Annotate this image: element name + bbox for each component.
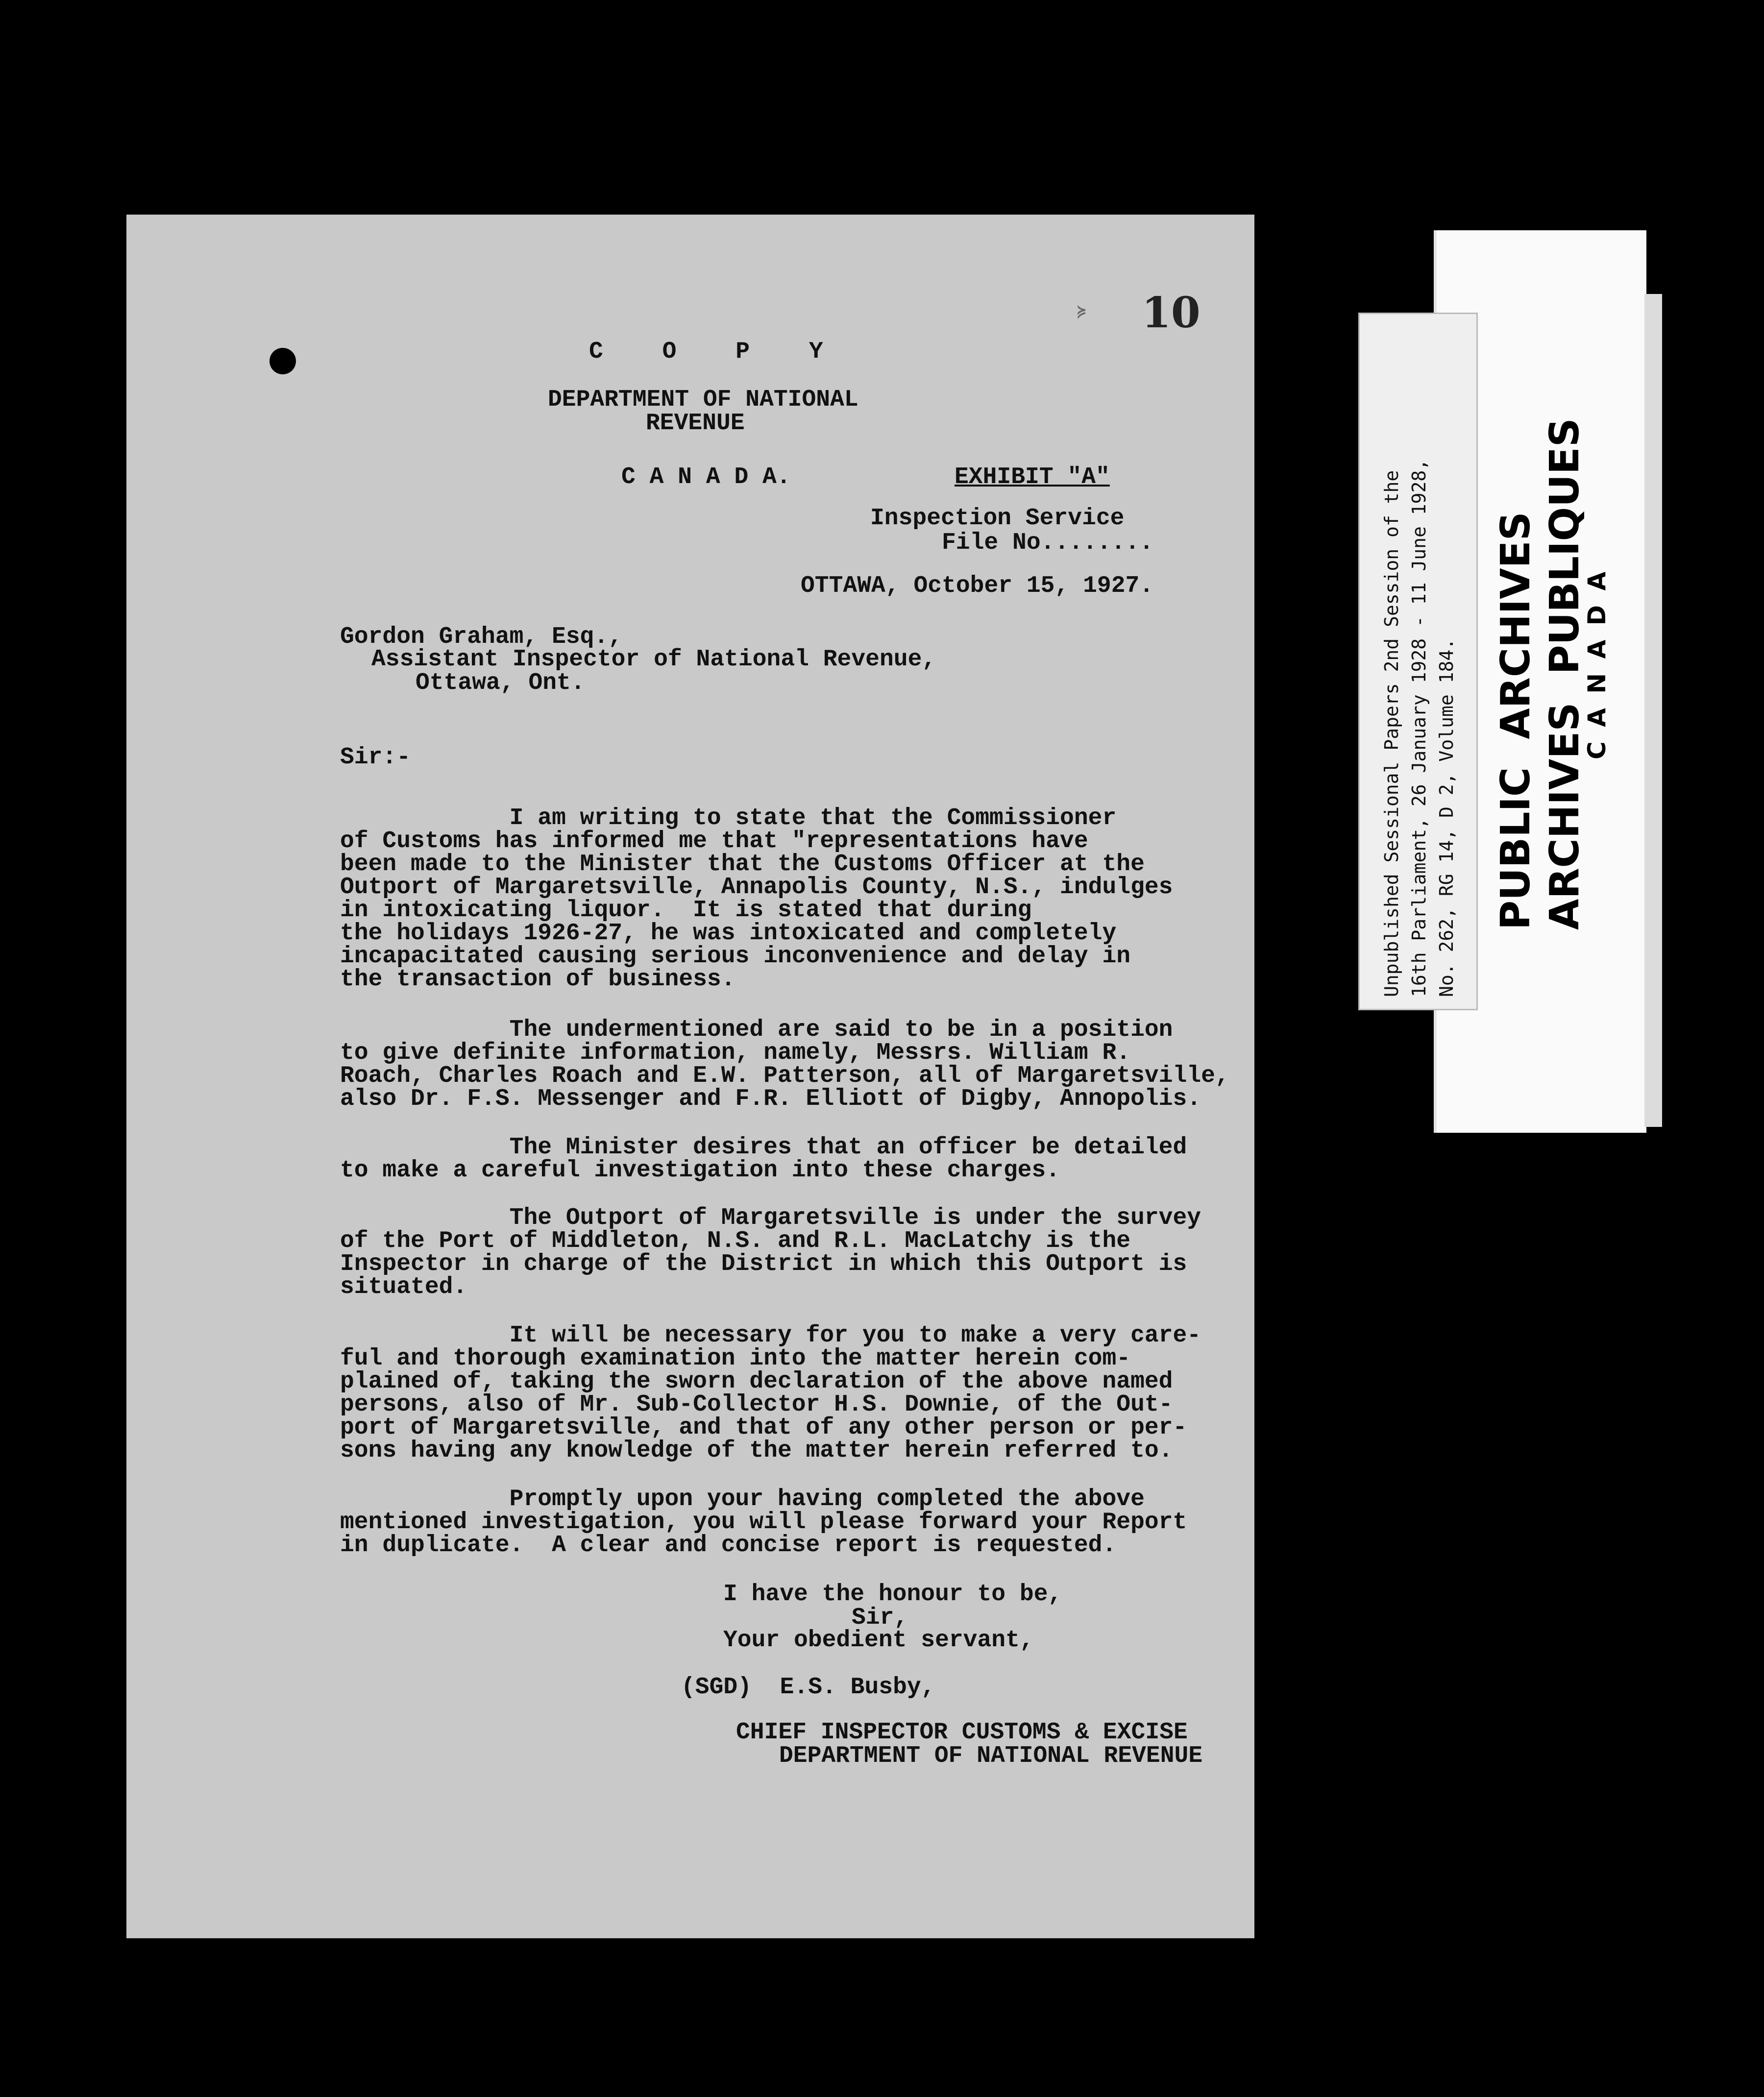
salutation: Sir:-	[340, 744, 411, 771]
archive-citation-tag	[1358, 313, 1478, 1010]
body-line: the transaction of business.	[340, 966, 735, 993]
addressee-title: Assistant Inspector of National Revenue,	[371, 646, 936, 673]
body-line: I am writing to state that the Commissioner	[340, 805, 1117, 831]
body-line: the holidays 1926-27, he was intoxicated and completely	[340, 920, 1117, 947]
body-line: persons, also of Mr. Sub-Collector H.S. Downie, of the Out-	[340, 1391, 1173, 1418]
punch-hole	[270, 348, 296, 374]
card-line3: C A N A D A	[1583, 568, 1611, 759]
body-line: ful and thorough examination into the matter herein com-	[340, 1345, 1131, 1372]
exhibit-label: EXHIBIT "A"	[955, 464, 1110, 490]
body-line: The Minister desires that an officer be detailed	[340, 1134, 1187, 1161]
signer-title-line1: CHIEF INSPECTOR CUSTOMS & EXCISE	[736, 1719, 1188, 1746]
body-line: Outport of Margaretsville, Annapolis County, N.S., indulges	[340, 874, 1173, 901]
body-line: in duplicate. A clear and concise report is requested.	[340, 1532, 1117, 1559]
body-line: been made to the Minister that the Customs Officer at the	[340, 851, 1145, 878]
copy-label: C O P Y	[589, 339, 846, 365]
tag-line2: 16th Parliament, 26 January 1928 - 11 June 1928,	[1408, 459, 1430, 997]
signature: (SGD) E.S. Busby,	[681, 1674, 935, 1701]
closing-line1: I have the honour to be,	[723, 1581, 1062, 1608]
body-line: mentioned investigation, you will please forward your Report	[340, 1509, 1187, 1536]
country-heading: C A N A D A.	[621, 464, 791, 490]
addressee-name: Gordon Graham, Esq.,	[340, 624, 623, 650]
closing-line2: Sir,	[852, 1605, 908, 1631]
department-line1: DEPARTMENT OF NATIONAL	[548, 387, 858, 413]
tag-line1: Unpublished Sessional Papers 2nd Session of the	[1381, 470, 1402, 997]
body-line: Promptly upon your having completed the above	[340, 1486, 1145, 1512]
body-line: sons having any knowledge of the matter herein referred to.	[340, 1438, 1173, 1464]
tag-line3: No. 262, RG 14, D 2, Volume 184.	[1436, 638, 1457, 997]
body-line: situated.	[340, 1274, 467, 1300]
body-line: The undermentioned are said to be in a position	[340, 1017, 1173, 1043]
service-label: Inspection Service	[870, 505, 1125, 532]
body-line: Roach, Charles Roach and E.W. Patterson, all of Margaretsville,	[340, 1063, 1229, 1089]
body-line: incapacitated causing serious inconvenience and delay in	[340, 943, 1131, 970]
page-number: 10	[1142, 288, 1200, 338]
place-date: OTTAWA, October 15, 1927.	[801, 573, 1154, 599]
body-line: Inspector in charge of the District in which this Outport is	[340, 1251, 1187, 1277]
department-line2: REVENUE	[646, 410, 745, 437]
addressee-city: Ottawa, Ont.	[416, 670, 585, 696]
body-line: It will be necessary for you to make a very care-	[340, 1322, 1201, 1349]
body-line: to make a careful investigation into these charges.	[340, 1157, 1060, 1184]
closing-line3: Your obedient servant,	[723, 1627, 1034, 1654]
file-number: File No........	[942, 530, 1154, 556]
body-line: in intoxicating liquor. It is stated that during	[340, 897, 1032, 924]
letter-page	[126, 215, 1254, 1938]
card-edge	[1644, 294, 1662, 1127]
margin-mark: ≽	[1077, 304, 1086, 321]
body-line: The Outport of Margaretsville is under the survey	[340, 1205, 1201, 1231]
body-line: also Dr. F.S. Messenger and F.R. Elliott of Digby, Annopolis.	[340, 1086, 1201, 1112]
card-line1: PUBLIC ARCHIVES	[1493, 512, 1539, 930]
body-line: of the Port of Middleton, N.S. and R.L. MacLatchy is the	[340, 1228, 1131, 1254]
card-line2: ARCHIVES PUBLIQUES	[1542, 418, 1588, 930]
body-line: to give definite information, namely, Messrs. William R.	[340, 1040, 1131, 1066]
body-line: of Customs has informed me that "representations have	[340, 828, 1088, 854]
body-line: port of Margaretsville, and that of any other person or per-	[340, 1414, 1187, 1441]
body-line: plained of, taking the sworn declaration of the above named	[340, 1368, 1173, 1395]
signer-title-line2: DEPARTMENT OF NATIONAL REVENUE	[779, 1743, 1203, 1769]
